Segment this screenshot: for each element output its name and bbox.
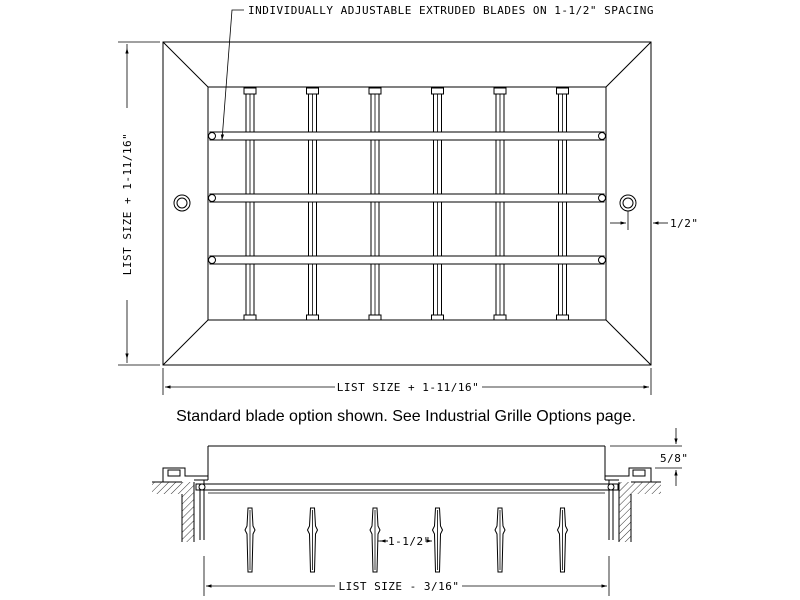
height-dimension-label: LIST SIZE + 1-11/16" [121,132,134,276]
mount-hole-left [174,195,190,211]
section-view [152,428,689,596]
vertical-blade [494,88,506,320]
width-dimension [163,368,651,395]
horizontal-bar [209,194,606,202]
section-support-bar [196,484,618,493]
overall-dimension [204,556,609,596]
flange-height-label: 5/8" [660,452,689,465]
section-blade [245,508,255,572]
vertical-blades [244,88,569,320]
section-blade [495,508,505,572]
height-dimension [118,42,160,365]
left-wall-section [152,468,208,542]
inner-opening [208,87,606,320]
callout-note: INDIVIDUALLY ADJUSTABLE EXTRUDED BLADES ON 1-1/2" SPACING [248,4,654,17]
front-view [118,4,699,395]
caption-text: Standard blade option shown. See Industrial Grille Options page. [176,408,636,425]
section-blade [308,508,318,572]
section-blade [370,508,380,572]
right-wall-section [605,468,661,542]
mount-hole-right [620,195,636,211]
callout-leader [222,10,244,140]
section-blade [558,508,568,572]
outer-frame [163,42,651,365]
horizontal-bar [209,132,606,140]
overall-dimension-label: LIST SIZE - 3/16" [338,580,460,593]
horizontal-bars [209,132,606,264]
vertical-blade [432,88,444,320]
width-dimension-label: LIST SIZE + 1-11/16" [336,381,480,394]
vertical-blade [369,88,381,320]
flange-height-dimension [610,428,689,486]
frame-bevel-lines [163,42,651,365]
mount-offset-label: 1/2" [670,217,699,230]
section-blade [433,508,443,572]
blade-spacing-dimension [378,535,432,548]
mount-offset-dimension [610,211,699,230]
blade-spacing-label: 1-1/2" [388,535,431,548]
vertical-blade [307,88,319,320]
horizontal-bar [209,256,606,264]
vertical-blade [244,88,256,320]
vertical-blade [557,88,569,320]
